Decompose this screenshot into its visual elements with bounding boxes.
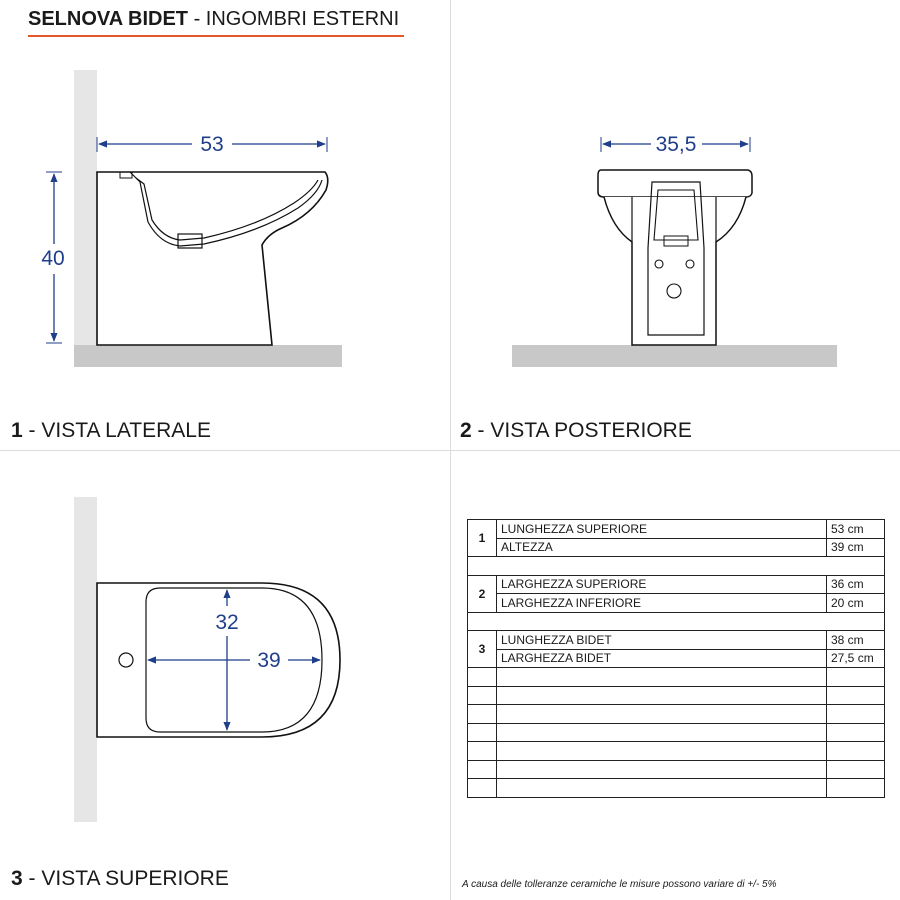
top-view-drawing	[74, 497, 340, 822]
caption-side-label: - VISTA LATERALE	[22, 419, 211, 442]
side-wall	[74, 70, 97, 345]
caption-rear-view	[460, 419, 692, 443]
side-floor	[74, 345, 342, 367]
top-length-dim: 39	[257, 649, 281, 672]
group-number: 2	[468, 575, 497, 612]
caption-rear-label: - VISTA POSTERIORE	[471, 419, 692, 442]
title-rest: - INGOMBRI ESTERNI	[188, 8, 400, 30]
empty-row	[468, 668, 885, 687]
side-body-outline	[97, 172, 328, 345]
row-value: 20 cm	[827, 594, 885, 613]
table-row	[468, 575, 885, 594]
top-wall	[74, 497, 97, 822]
top-width-dim: 32	[215, 611, 239, 634]
row-label: LARGHEZZA INFERIORE	[497, 594, 827, 613]
row-value: 38 cm	[827, 631, 885, 650]
rear-rim	[598, 170, 752, 197]
caption-side-view	[11, 419, 211, 443]
empty-row	[468, 723, 885, 742]
row-value: 39 cm	[827, 538, 885, 557]
row-label: LUNGHEZZA BIDET	[497, 631, 827, 650]
empty-row	[468, 705, 885, 724]
rear-bowl	[604, 197, 746, 345]
tolerance-note: A causa delle tolleranze ceramiche le misure possono variare di +/- 5%	[462, 879, 777, 890]
caption-top-view	[11, 867, 229, 891]
caption-top-number: 3	[11, 867, 23, 890]
group-number: 3	[468, 631, 497, 668]
side-view-drawing	[41, 70, 342, 367]
empty-row	[468, 779, 885, 798]
empty-row	[468, 760, 885, 779]
rear-view-drawing	[512, 133, 837, 367]
table-row	[468, 594, 885, 613]
caption-rear-number: 2	[460, 419, 472, 442]
table-row	[468, 631, 885, 650]
table-spacer-row	[468, 557, 885, 576]
row-label: LUNGHEZZA SUPERIORE	[497, 520, 827, 539]
group-number: 1	[468, 520, 497, 557]
dimensions-table	[467, 519, 885, 798]
side-height-dim: 40	[41, 247, 65, 270]
table-row	[468, 520, 885, 539]
table-row	[468, 649, 885, 668]
table-spacer-row	[468, 612, 885, 631]
table-row	[468, 538, 885, 557]
rear-width-dim: 35,5	[655, 133, 697, 156]
row-label: LARGHEZZA BIDET	[497, 649, 827, 668]
row-value: 53 cm	[827, 520, 885, 539]
empty-row	[468, 742, 885, 761]
row-value: 27,5 cm	[827, 649, 885, 668]
row-value: 36 cm	[827, 575, 885, 594]
caption-side-number: 1	[11, 419, 23, 442]
row-label: ALTEZZA	[497, 538, 827, 557]
rear-floor	[512, 345, 837, 367]
title-bold: SELNOVA BIDET	[28, 8, 189, 30]
empty-row	[468, 686, 885, 705]
row-label: LARGHEZZA SUPERIORE	[497, 575, 827, 594]
side-length-dim: 53	[200, 133, 224, 156]
caption-top-label: - VISTA SUPERIORE	[22, 867, 229, 890]
